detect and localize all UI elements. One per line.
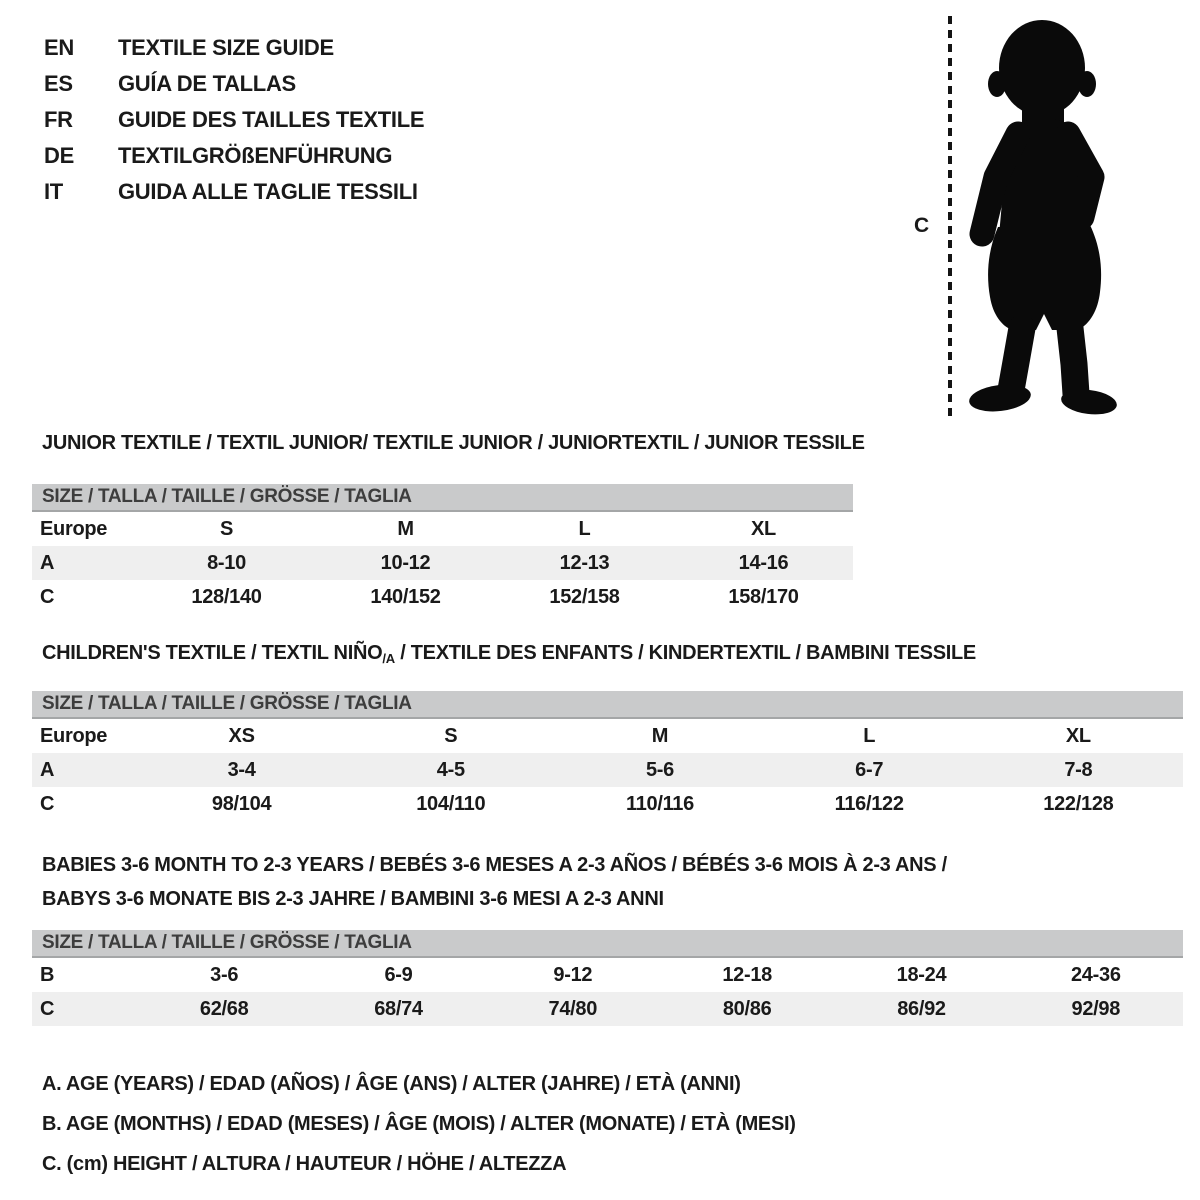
children-heading-text: CHILDREN'S TEXTILE / TEXTIL NIÑO [42, 642, 383, 664]
babies-section-heading [42, 848, 947, 916]
row-label: A [32, 753, 137, 787]
junior-size-table [32, 484, 853, 614]
table-row [32, 992, 1183, 1026]
row-label: C [32, 992, 137, 1026]
guide-title: TEXTILE SIZE GUIDE [118, 35, 334, 60]
guide-title: GUIDE DES TAILLES TEXTILE [118, 107, 425, 132]
language-row [44, 138, 424, 174]
row-label: A [32, 546, 137, 580]
table-cell: 6-9 [384, 963, 413, 986]
table-cell: 158/170 [728, 585, 799, 608]
babies-size-table [32, 930, 1183, 1026]
table-cell: 12-13 [495, 546, 674, 580]
table-cell: XL [751, 517, 776, 540]
language-row [44, 102, 424, 138]
table-cell: 140/152 [370, 585, 441, 608]
babies-table [32, 958, 1183, 1026]
table-cell: 74/80 [486, 992, 660, 1026]
language-code: FR [44, 107, 73, 132]
table-row [32, 787, 1183, 821]
guide-title: GUÍA DE TALLAS [118, 71, 296, 96]
size-header-bar: SIZE / TALLA / TAILLE / GRÖSSE / TAGLIA [32, 484, 853, 512]
table-cell: L [863, 724, 876, 747]
table-cell: 128/140 [191, 585, 262, 608]
table-cell: 8-10 [137, 546, 316, 580]
table-cell: 122/128 [1043, 792, 1114, 815]
table-row [32, 719, 1183, 753]
junior-section-heading: JUNIOR TEXTILE / TEXTIL JUNIOR/ TEXTILE JUNIOR / JUNIORTEXTIL / JUNIOR TESSILE [42, 432, 865, 454]
table-cell: L [578, 517, 591, 540]
babies-heading-line1: BABIES 3-6 MONTH TO 2-3 YEARS / BEBÉS 3-6 MESES A 2-3 AÑOS / BÉBÉS 3-6 MOIS À 2-3 ANS / [42, 854, 947, 876]
table-cell: 68/74 [311, 992, 485, 1026]
row-label: B [40, 963, 55, 986]
table-row [32, 546, 853, 580]
language-code: ES [44, 71, 73, 96]
children-table [32, 719, 1183, 821]
language-title-list [44, 30, 424, 210]
table-cell: 62/68 [137, 992, 311, 1026]
table-cell: 110/116 [625, 792, 694, 815]
language-row [44, 174, 424, 210]
table-cell: S [219, 517, 234, 540]
table-cell: S [444, 724, 458, 747]
table-cell: 24-36 [1070, 963, 1121, 986]
table-cell: 6-7 [765, 753, 974, 787]
table-cell: M [651, 724, 669, 747]
guide-title: GUIDA ALLE TAGLIE TESSILI [118, 179, 418, 204]
table-cell: 10-12 [316, 546, 495, 580]
table-cell: 5-6 [555, 753, 764, 787]
table-cell: XS [228, 724, 255, 747]
children-section-heading [42, 640, 976, 672]
language-code: DE [44, 143, 74, 168]
language-row [44, 30, 424, 66]
row-label: Europe [40, 517, 108, 540]
table-cell: 9-12 [553, 963, 593, 986]
table-cell: XL [1065, 724, 1091, 747]
table-row [32, 958, 1183, 992]
table-cell: 104/110 [416, 792, 486, 815]
size-header-bar: SIZE / TALLA / TAILLE / GRÖSSE / TAGLIA [32, 691, 1183, 719]
guide-title: TEXTILGRÖßENFÜHRUNG [118, 143, 393, 168]
table-cell: 86/92 [834, 992, 1008, 1026]
table-cell: 116/122 [834, 792, 904, 815]
children-size-table [32, 691, 1183, 821]
language-row [44, 66, 424, 102]
table-row [32, 580, 853, 614]
table-row [32, 512, 853, 546]
table-cell: 98/104 [211, 792, 272, 815]
table-cell: 4-5 [346, 753, 555, 787]
table-cell: 3-4 [137, 753, 346, 787]
table-cell: 7-8 [974, 753, 1183, 787]
table-cell: 18-24 [896, 963, 947, 986]
babies-heading-line2: BABYS 3-6 MONATE BIS 2-3 JAHRE / BAMBINI 3-6 MESI A 2-3 ANNI [42, 888, 664, 910]
table-cell: 14-16 [674, 546, 853, 580]
children-heading-subscript: /A [382, 651, 395, 666]
table-cell: 80/86 [660, 992, 834, 1026]
junior-table [32, 512, 853, 614]
row-label: Europe [40, 724, 108, 747]
legend-line-b: B. AGE (MONTHS) / EDAD (MESES) / ÂGE (MOIS) / ALTER (MONATE) / ETÀ (MESI) [42, 1113, 796, 1135]
language-code: IT [44, 179, 63, 204]
table-cell: 152/158 [549, 585, 620, 608]
children-heading-text: / TEXTILE DES ENFANTS / KINDERTEXTIL / BAMBINI TESSILE [394, 642, 976, 664]
row-label: C [40, 585, 55, 608]
legend-line-a: A. AGE (YEARS) / EDAD (AÑOS) / ÂGE (ANS) / ALTER (JAHRE) / ETÀ (ANNI) [42, 1073, 741, 1095]
table-cell: 92/98 [1009, 992, 1183, 1026]
height-measure-dashed-line [948, 16, 952, 416]
language-code: EN [44, 35, 74, 60]
toddler-silhouette-icon [962, 12, 1147, 416]
table-cell: M [397, 517, 414, 540]
table-row [32, 753, 1183, 787]
row-label: C [40, 792, 55, 815]
table-cell: 3-6 [210, 963, 239, 986]
measure-legend [42, 1064, 796, 1184]
legend-line-c: C. (cm) HEIGHT / ALTURA / HAUTEUR / HÖHE / ALTEZZA [42, 1153, 567, 1175]
size-header-bar: SIZE / TALLA / TAILLE / GRÖSSE / TAGLIA [32, 930, 1183, 958]
table-cell: 12-18 [722, 963, 772, 986]
measure-label-c: C [914, 214, 929, 237]
